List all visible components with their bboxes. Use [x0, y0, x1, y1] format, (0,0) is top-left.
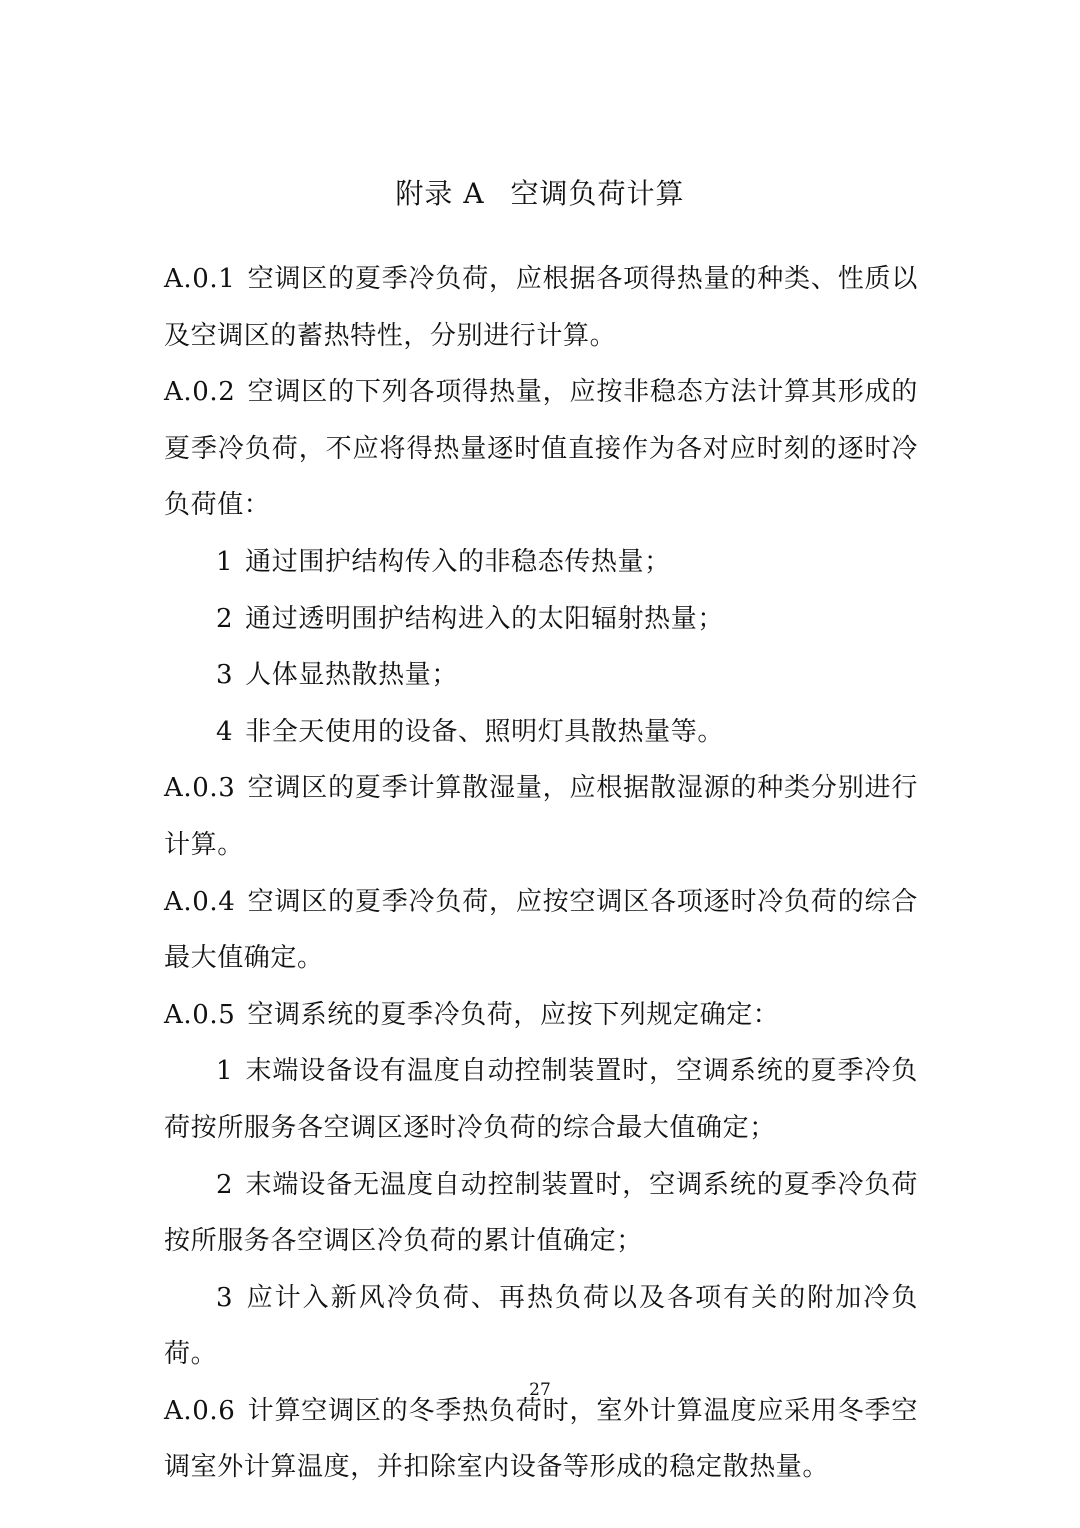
clause-a05-item-1	[164, 1043, 918, 1156]
item-number: 3	[216, 1282, 234, 1313]
clause-number: A.0.4	[164, 886, 236, 917]
clause-text: 空调区的夏季冷负荷，应根据各项得热量的种类、性质以及空调区的蓄热特性，分别进行计算。	[164, 264, 918, 351]
item-text: 通过围护结构传入的非稳态传热量；	[245, 546, 671, 577]
clause-text: 计算空调区的冬季热负荷时，室外计算温度应采用冬季空调室外计算温度，并扣除室内设备等形成的稳定散热量。	[164, 1395, 918, 1483]
clause-a02-item-2	[164, 591, 918, 648]
appendix-body	[164, 251, 918, 1496]
clause-a02-item-1	[164, 534, 918, 591]
item-number: 1	[216, 1056, 234, 1087]
clause-number: A.0.3	[164, 773, 236, 804]
item-number: 2	[216, 1169, 234, 1200]
item-text: 末端设备无温度自动控制装置时，空调系统的夏季冷负荷按所服务各空调区冷负荷的累计值确定；	[164, 1169, 918, 1257]
item-text: 人体显热散热量；	[245, 660, 458, 691]
item-number: 1	[216, 546, 234, 577]
appendix-code: 附录 A	[395, 177, 485, 210]
item-number: 2	[216, 603, 234, 634]
clause-a05	[164, 987, 918, 1044]
appendix-title-text: 空调负荷计算	[510, 177, 685, 210]
item-text: 应计入新风冷负荷、再热负荷以及各项有关的附加冷负荷。	[164, 1282, 918, 1370]
clause-text: 空调区的夏季冷负荷，应按空调区各项逐时冷负荷的综合最大值确定。	[164, 886, 918, 974]
clause-number: A.0.2	[164, 377, 236, 408]
clause-text: 空调系统的夏季冷负荷，应按下列规定确定：	[247, 999, 780, 1030]
clause-a04	[164, 874, 918, 987]
item-text: 非全天使用的设备、照明灯具散热量等。	[245, 716, 724, 747]
clause-number: A.0.1	[164, 264, 236, 294]
page-number: 27	[529, 1380, 551, 1400]
clause-a02	[164, 364, 918, 534]
clause-a05-item-2	[164, 1157, 918, 1270]
clause-number: A.0.5	[164, 999, 236, 1030]
clause-a02-item-3	[164, 647, 918, 704]
item-text: 通过透明围护结构进入的太阳辐射热量；	[245, 603, 724, 634]
clause-a01	[164, 251, 918, 364]
clause-text: 空调区的下列各项得热量，应按非稳态方法计算其形成的夏季冷负荷，不应将得热量逐时值直接作为各对应时刻的逐时冷负荷值：	[164, 377, 918, 521]
clause-a02-item-4	[164, 704, 918, 761]
clause-number: A.0.6	[164, 1395, 236, 1426]
appendix-title	[0, 172, 1080, 216]
item-text: 末端设备设有温度自动控制装置时，空调系统的夏季冷负荷按所服务各空调区逐时冷负荷的综合最大值确定；	[164, 1056, 918, 1143]
clause-a05-item-3	[164, 1270, 918, 1383]
item-number: 4	[216, 716, 234, 747]
item-number: 3	[216, 660, 234, 691]
clause-a03	[164, 760, 918, 873]
clause-text: 空调区的夏季计算散湿量，应根据散湿源的种类分别进行计算。	[164, 773, 918, 860]
